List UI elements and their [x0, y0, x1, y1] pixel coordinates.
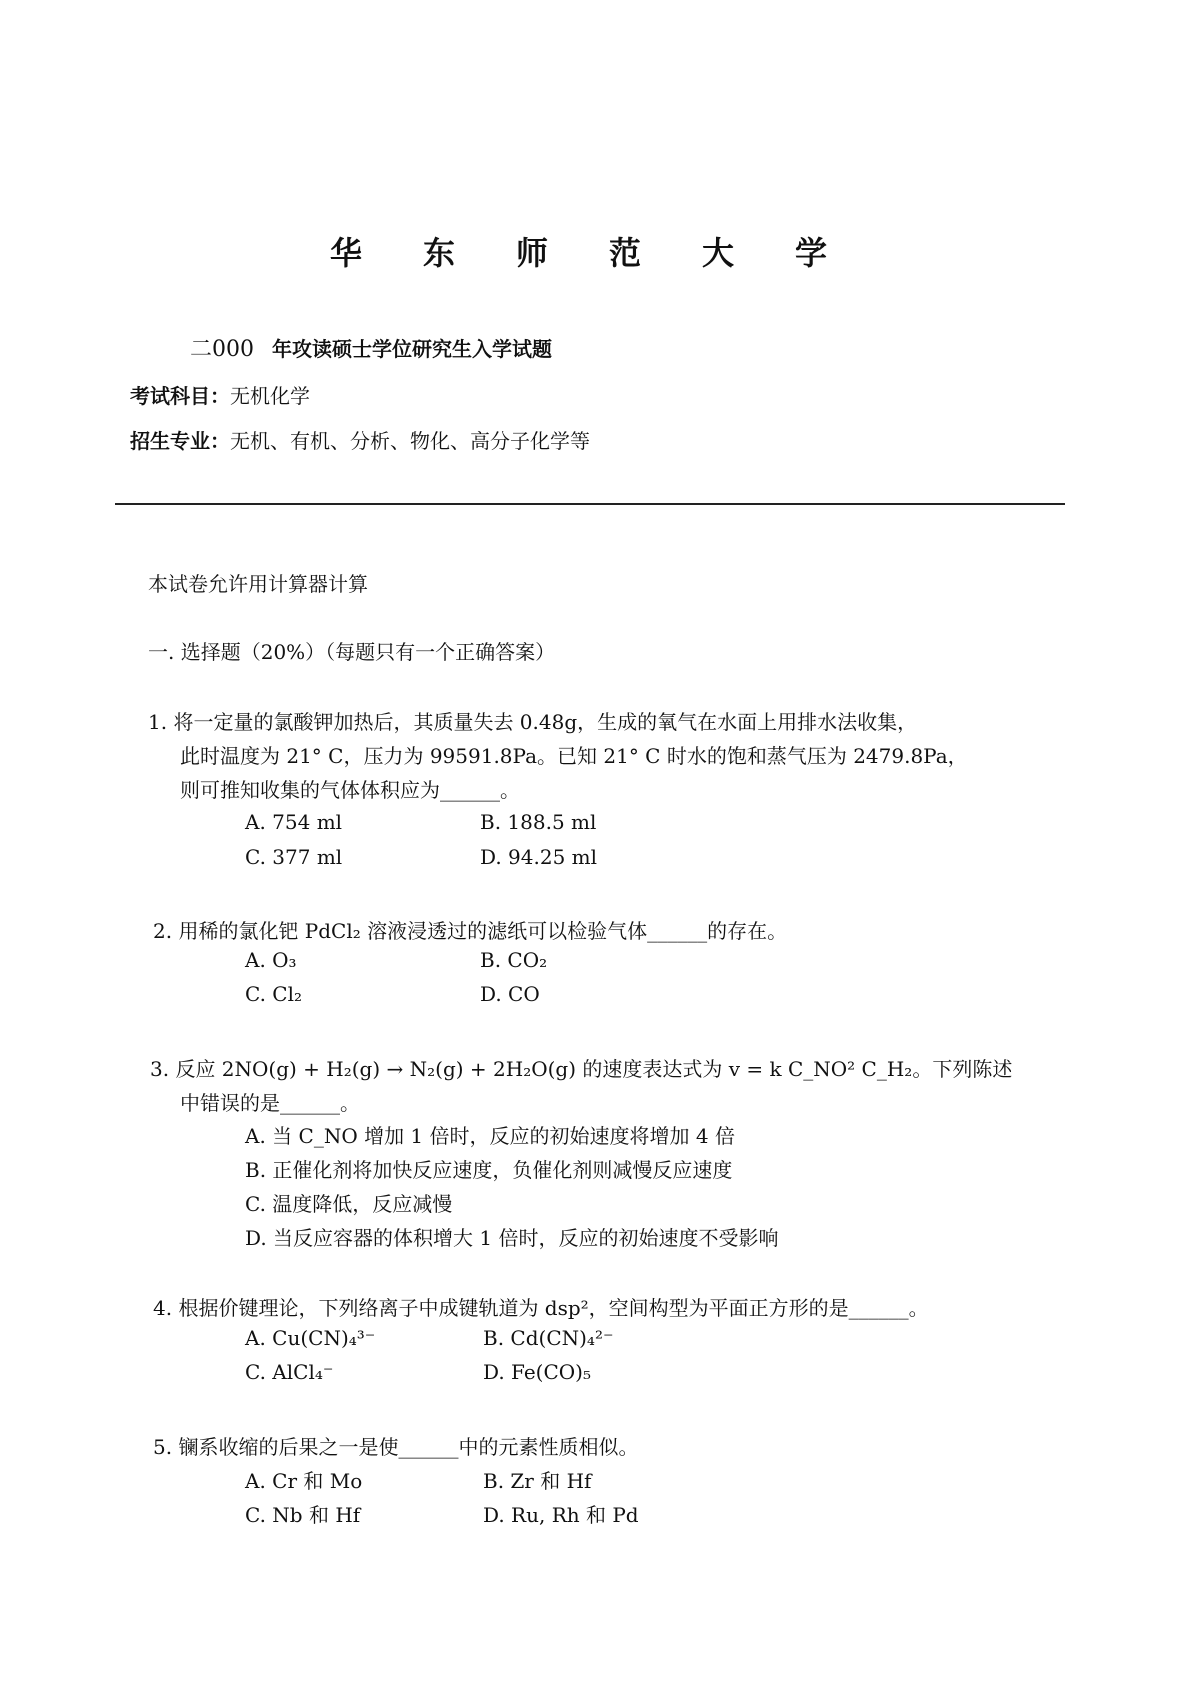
- question-5-line-1: 5. 镧系收缩的后果之一是使______中的元素性质相似。: [153, 1435, 639, 1459]
- major-line: [130, 425, 590, 454]
- question-2-line-1: 2. 用稀的氯化钯 PdCl₂ 溶液浸透过的滤纸可以检验气体______的存在。: [153, 919, 788, 943]
- option: A. O₃: [245, 948, 297, 972]
- section-heading: 一. 选择题（20%）（每题只有一个正确答案）: [148, 640, 556, 664]
- option: B. CO₂: [480, 948, 548, 972]
- question-3-line-2: 中错误的是______。: [180, 1091, 360, 1115]
- option: A. Cr 和 Mo: [245, 1469, 363, 1493]
- option: D. Ru, Rh 和 Pd: [483, 1503, 639, 1527]
- option: D. 当反应容器的体积增大 1 倍时，反应的初始速度不受影响: [245, 1226, 779, 1250]
- question-1-line-3: 则可推知收集的气体体积应为______。: [180, 778, 520, 802]
- subject-line: [130, 380, 310, 409]
- title-char: 学: [795, 234, 828, 272]
- title-char: 师: [516, 234, 549, 272]
- option: A. 当 C_NO 增加 1 倍时，反应的初始速度将增加 4 倍: [245, 1124, 735, 1148]
- university-title: [330, 228, 888, 274]
- title-char: 华: [330, 234, 363, 272]
- major-label: 招生专业：: [130, 429, 230, 453]
- exam-title-text: 年攻读硕士学位研究生入学试题: [272, 337, 552, 361]
- question-4-line-1: 4. 根据价键理论，下列络离子中成键轨道为 dsp²，空间构型为平面正方形的是______。: [153, 1296, 929, 1320]
- title-char: 范: [609, 234, 642, 272]
- option: C. 温度降低，反应减慢: [245, 1192, 453, 1216]
- option: C. 377 ml: [245, 845, 343, 869]
- option: B. 188.5 ml: [480, 810, 597, 834]
- title-char: 大: [702, 234, 735, 272]
- option: D. Fe(CO)₅: [483, 1360, 591, 1384]
- option: C. Cl₂: [245, 982, 303, 1006]
- subject-label: 考试科目：: [130, 384, 230, 408]
- option: D. CO: [480, 982, 540, 1006]
- calculator-notice: 本试卷允许用计算器计算: [148, 572, 368, 596]
- question-1-line-1: 1. 将一定量的氯酸钾加热后，其质量失去 0.48g，生成的氧气在水面上用排水法收集，: [148, 710, 918, 734]
- option: D. 94.25 ml: [480, 845, 598, 869]
- option: B. 正催化剂将加快反应速度，负催化剂则减慢反应速度: [245, 1158, 733, 1182]
- option: A. 754 ml: [245, 810, 343, 834]
- option: B. Zr 和 Hf: [483, 1469, 592, 1493]
- title-char: 东: [423, 234, 456, 272]
- subject-value: 无机化学: [230, 384, 310, 408]
- option: A. Cu(CN)₄³⁻: [245, 1326, 376, 1350]
- exam-year: 二000: [190, 337, 254, 362]
- major-value: 无机、有机、分析、物化、高分子化学等: [230, 429, 590, 453]
- header-divider: [115, 503, 1065, 505]
- exam-title: [190, 332, 552, 363]
- option: C. AlCl₄⁻: [245, 1360, 334, 1384]
- question-3-line-1: 3. 反应 2NO(g) + H₂(g) → N₂(g) + 2H₂O(g) 的速度表达式为 v = k C_NO² C_H₂。下列陈述: [150, 1057, 1013, 1081]
- option: B. Cd(CN)₄²⁻: [483, 1326, 614, 1350]
- question-1-line-2: 此时温度为 21° C，压力为 99591.8Pa。已知 21° C 时水的饱和蒸气压为 2479.8Pa，: [180, 744, 968, 768]
- option: C. Nb 和 Hf: [245, 1503, 361, 1527]
